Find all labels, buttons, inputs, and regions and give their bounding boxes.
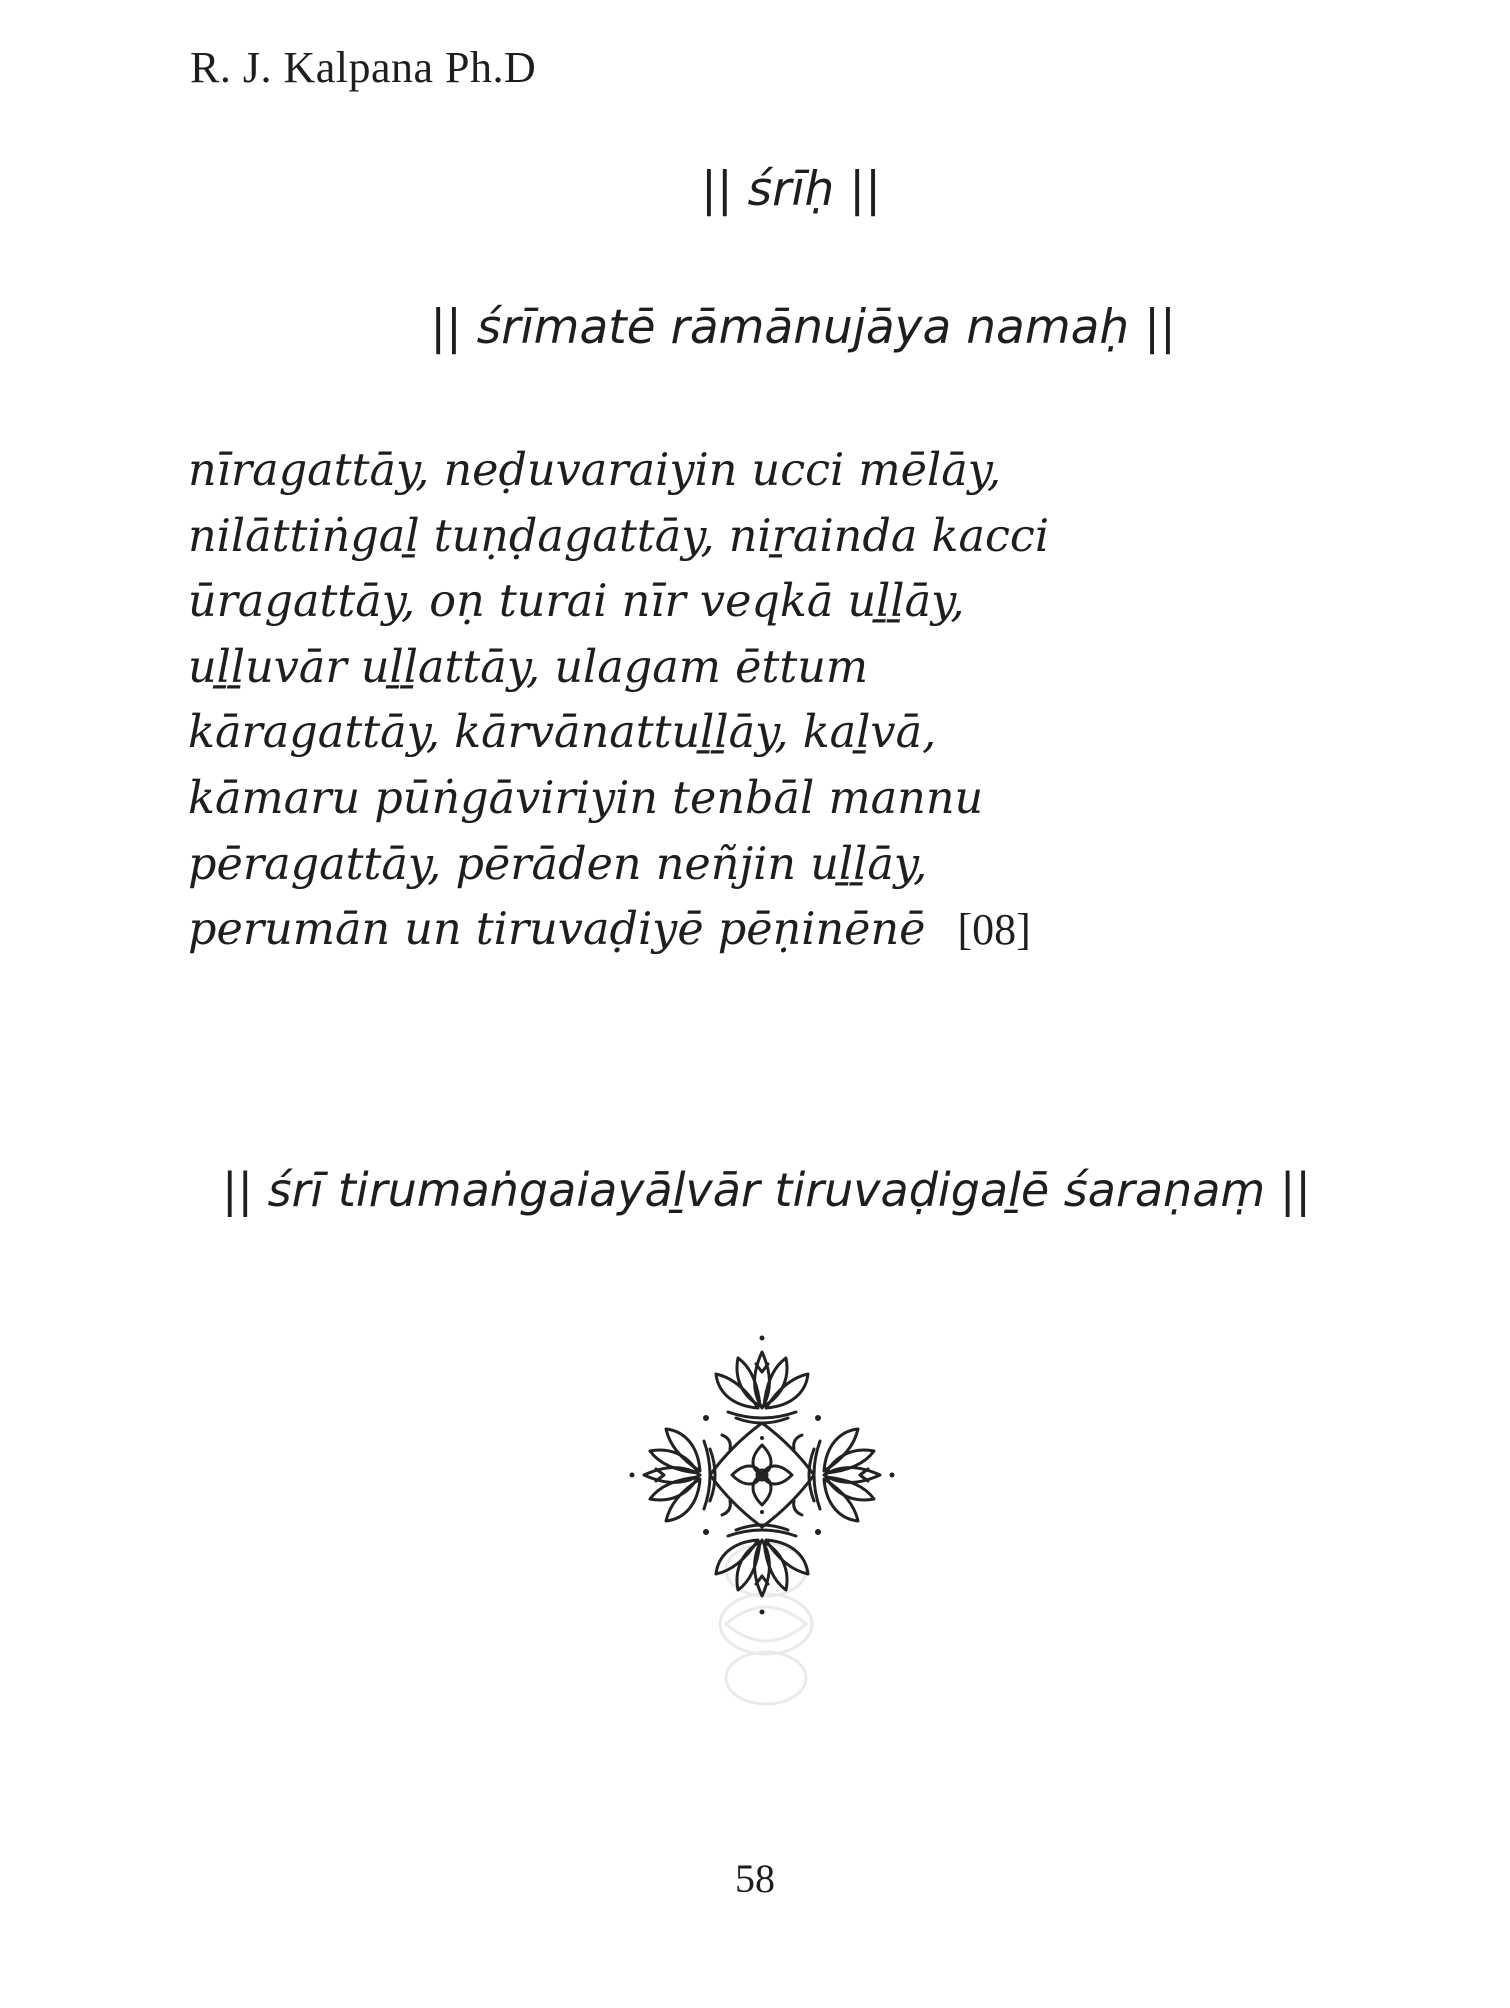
verse-line: uḻḻuvār uḻḻattāy, ulagam ēttum [188,641,869,693]
verse-line: ūragattāy, oṇ turai nīr veqkā uḻḻāy, [188,576,965,628]
verse-line: kāmaru pūṅgāviriyin tenbāl mannu [188,772,984,824]
verse-line: nilāttiṅgaḻ tuṇḍagattāy, niṟainda kacci [188,510,1050,562]
verse-line: kāragattāy, kārvānattuḻḻāy, kaḻvā, [188,707,937,759]
verse-block [188,438,1049,963]
verse-line: nīragattāy, neḍuvaraiyin ucci mēlāy, [188,445,1002,496]
author-header: R. J. Kalpana Ph.D [190,43,537,92]
lotus-kolam-ornament-icon [628,1330,896,1620]
verse-line-text: perumān un tiruvaḍiyē pēṇinēnē [188,904,926,956]
verse-number: [08] [957,905,1031,955]
verse-line-last [188,897,1049,963]
closing-invocation: || śrī tirumaṅgaiayāḻvār tiruvaḍigaḻē śaraṇaṃ || [222,1163,1311,1217]
invocation-srih: || śrīḥ || [701,162,881,217]
page-number: 58 [735,1856,775,1901]
verse-line: pēragattāy, pērāden neñjin uḻḻāy, [188,838,928,890]
invocation-ramanuja: || śrīmatē rāmānujāya namaḥ || [430,300,1176,355]
